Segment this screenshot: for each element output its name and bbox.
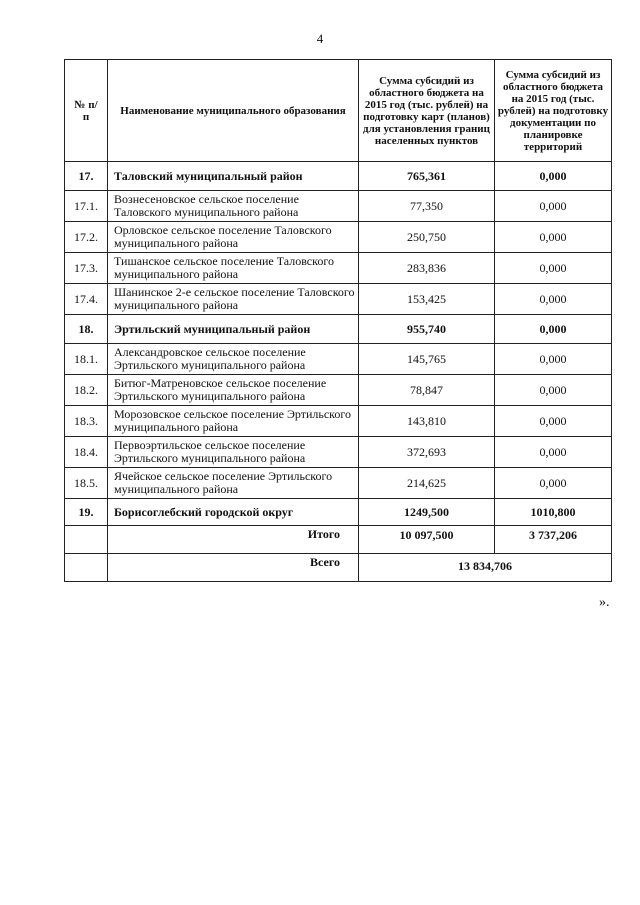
row-docs: 0,000 (495, 315, 612, 344)
table-row (65, 468, 612, 499)
row-name: Морозовское сельское поселение Эртильского муниципального района (108, 406, 359, 437)
row-num: 18.1. (65, 344, 108, 375)
header-maps: Сумма субсидий из областного бюджета на 2015 год (тыс. рублей) на подготовку карт (планов) для установления границ населенных пунктов (359, 60, 495, 162)
row-name: Орловское сельское поселение Таловского муниципального района (108, 222, 359, 253)
row-name: Шанинское 2-е сельское поселение Таловского муниципального района (108, 284, 359, 315)
row-maps: 765,361 (359, 162, 495, 191)
row-docs: 0,000 (495, 284, 612, 315)
itogo-num-empty (65, 526, 108, 554)
vsego-label: Всего (108, 554, 359, 582)
row-maps: 78,847 (359, 375, 495, 406)
row-maps: 214,625 (359, 468, 495, 499)
row-docs: 0,000 (495, 375, 612, 406)
row-maps: 77,350 (359, 191, 495, 222)
row-maps: 1249,500 (359, 499, 495, 526)
table-row (65, 344, 612, 375)
row-num: 17. (65, 162, 108, 191)
table-row (65, 162, 612, 191)
table-row (65, 315, 612, 344)
row-maps: 283,836 (359, 253, 495, 284)
row-num: 18.5. (65, 468, 108, 499)
itogo-maps: 10 097,500 (359, 526, 495, 554)
row-maps: 153,425 (359, 284, 495, 315)
row-maps: 250,750 (359, 222, 495, 253)
row-docs: 0,000 (495, 191, 612, 222)
table-header-row (65, 60, 612, 162)
closing-quote: ». (599, 595, 610, 610)
row-num: 18.4. (65, 437, 108, 468)
header-docs: Сумма субсидий из областного бюджета на 2015 год (тыс. рублей) на подготовку документации по планировке территорий (495, 60, 612, 162)
page-number: 4 (316, 31, 324, 46)
row-name: Борисоглебский городской округ (108, 499, 359, 526)
table-row (65, 437, 612, 468)
row-num: 18. (65, 315, 108, 344)
row-name: Эртильский муниципальный район (108, 315, 359, 344)
row-num: 17.4. (65, 284, 108, 315)
table-row (65, 284, 612, 315)
vsego-row (65, 554, 612, 582)
table-row (65, 191, 612, 222)
row-name: Вознесеновское сельское поселение Таловского муниципального района (108, 191, 359, 222)
row-name: Битюг-Матреновское сельское поселение Эртильского муниципального района (108, 375, 359, 406)
row-docs: 0,000 (495, 468, 612, 499)
table-row (65, 499, 612, 526)
row-maps: 955,740 (359, 315, 495, 344)
table-row (65, 375, 612, 406)
vsego-value: 13 834,706 (359, 554, 612, 582)
header-name: Наименование муниципального образования (108, 60, 359, 162)
row-docs: 0,000 (495, 222, 612, 253)
row-maps: 145,765 (359, 344, 495, 375)
itogo-label: Итого (108, 526, 359, 554)
row-num: 17.3. (65, 253, 108, 284)
row-docs: 0,000 (495, 344, 612, 375)
itogo-docs: 3 737,206 (495, 526, 612, 554)
row-name: Таловский муниципальный район (108, 162, 359, 191)
itogo-row (65, 526, 612, 554)
row-maps: 372,693 (359, 437, 495, 468)
row-num: 18.3. (65, 406, 108, 437)
row-docs: 0,000 (495, 437, 612, 468)
row-num: 18.2. (65, 375, 108, 406)
vsego-num-empty (65, 554, 108, 582)
row-maps: 143,810 (359, 406, 495, 437)
table-row (65, 253, 612, 284)
row-num: 17.2. (65, 222, 108, 253)
subsidy-table (64, 59, 612, 582)
row-docs: 0,000 (495, 406, 612, 437)
row-num: 17.1. (65, 191, 108, 222)
table-row (65, 406, 612, 437)
row-docs: 1010,800 (495, 499, 612, 526)
row-name: Александровское сельское поселение Эртильского муниципального района (108, 344, 359, 375)
header-num: № п/п (65, 60, 108, 162)
row-name: Тишанское сельское поселение Таловского муниципального района (108, 253, 359, 284)
row-docs: 0,000 (495, 253, 612, 284)
row-name: Ячейское сельское поселение Эртильского муниципального района (108, 468, 359, 499)
table-row (65, 222, 612, 253)
row-num: 19. (65, 499, 108, 526)
row-docs: 0,000 (495, 162, 612, 191)
row-name: Первоэртильское сельское поселение Эртильского муниципального района (108, 437, 359, 468)
